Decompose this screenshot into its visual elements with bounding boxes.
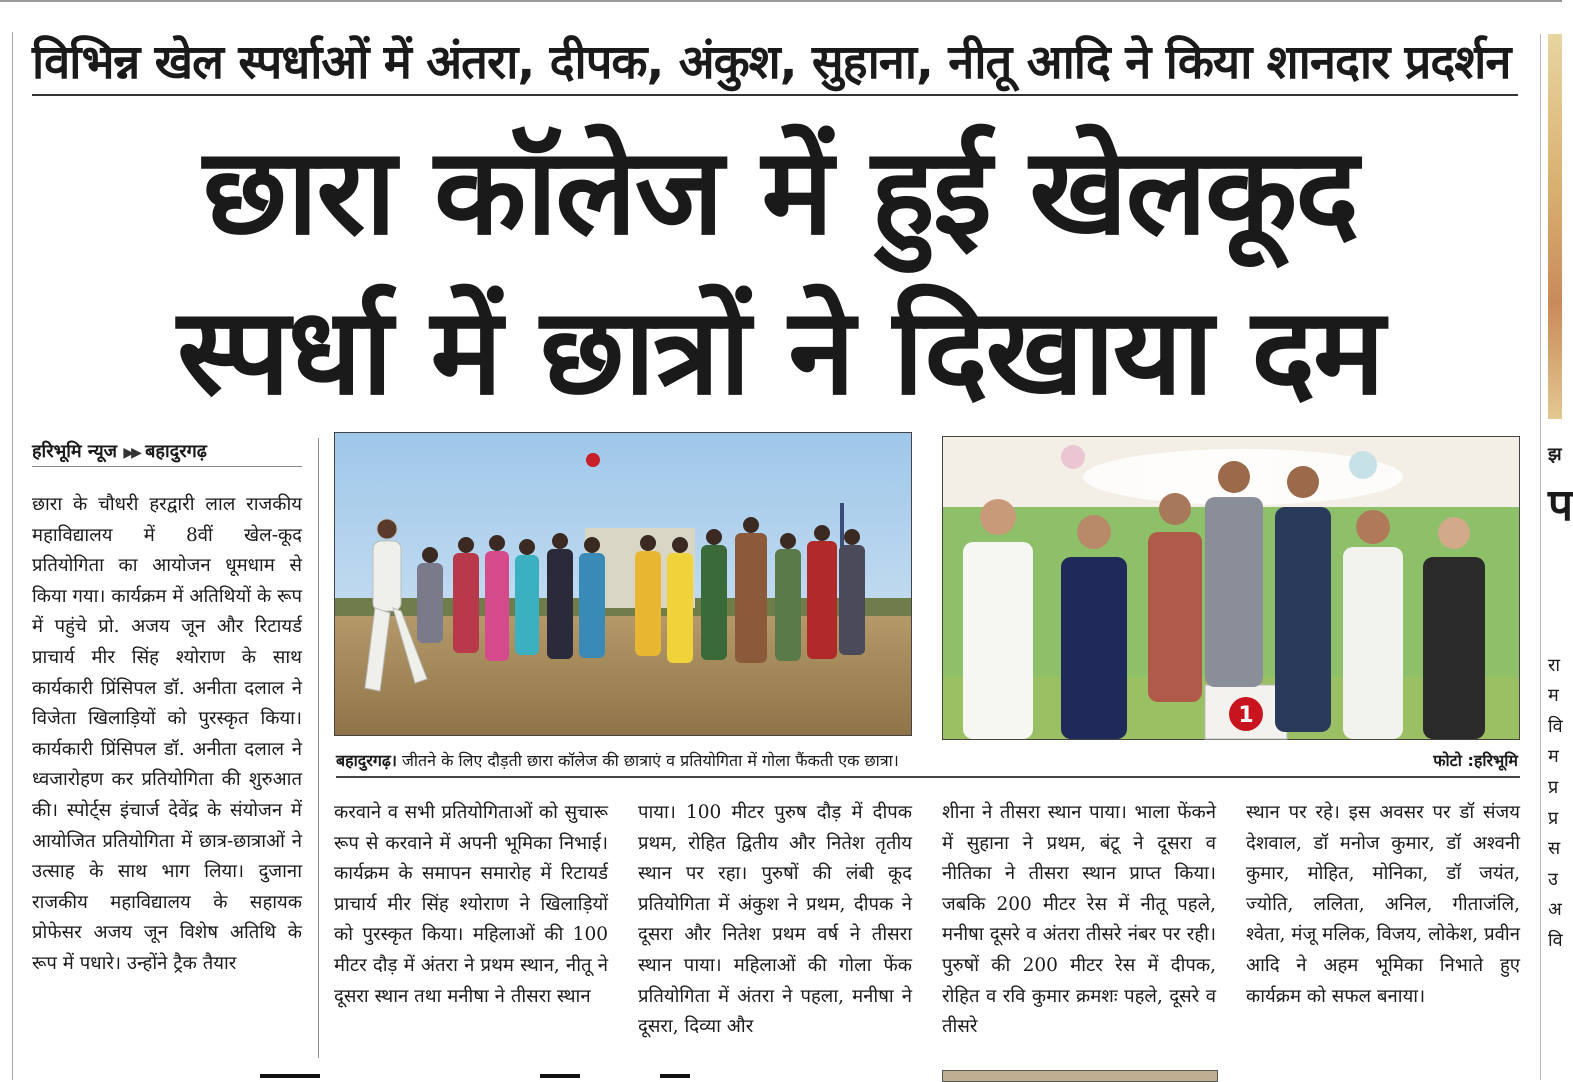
byline-arrows-icon: ▶▶ bbox=[123, 445, 139, 461]
next-story-headline-fragment bbox=[240, 1068, 740, 1080]
article-column-3: पाया। 100 मीटर पुरुष दौड़ में दीपक प्रथम, रोहित द्वितीय और नितेश तृतीय स्थान पर रहा। पुरुषों की लंबी कूद प्रतियोगिता में अंकुश ने प्रथम, दीपक ने दूसरा और नितेश प्रथम वर्ष ने तीसरा स्थान पाया। महिलाओं की गोला फेंक प्रतियोगिता में अंतरा ने पहला, मनीषा ने दूसरा, दिव्या और bbox=[638, 802, 912, 1038]
next-story-photo-edge bbox=[942, 1070, 1218, 1082]
photo-credit: फोटो :हरिभूमि bbox=[1433, 751, 1518, 770]
side-letter: वि bbox=[1548, 929, 1563, 951]
article-column-2: करवाने व सभी प्रतियोगिताओं को सुचारू रूप से करवाने में अपनी भूमिका निभाई। कार्यक्रम के समापन समारोह में रिटायर्ड प्राचार्य मीर सिंह श्योराण ने खिलाड़ियों को पुरस्कृत किया। महिलाओं की 100 मीटर दौड़ में अंतरा ने प्रथम स्थान, नीतू ने दूसरा स्थान तथा मनीषा ने तीसरा स्थान bbox=[334, 802, 608, 1007]
byline-source: हरिभूमि न्यूज bbox=[32, 441, 118, 462]
side-letter: स bbox=[1548, 838, 1561, 860]
headline-line-2: स्पर्धा में छात्रों ने दिखाया दम bbox=[177, 283, 1383, 422]
byline bbox=[32, 438, 302, 467]
side-letter: उ bbox=[1548, 868, 1558, 890]
photo-students-running bbox=[334, 432, 912, 736]
kicker-headline: विभिन्न खेल स्पर्धाओं में अंतरा, दीपक, अंकुश, सुहाना, नीतू आदि ने किया शानदार प्रदर्शन bbox=[32, 32, 1518, 96]
photo-podium-winners bbox=[942, 436, 1520, 740]
side-strip-rule bbox=[1540, 34, 1541, 1080]
side-letter: प्र bbox=[1548, 807, 1559, 829]
side-letter: झ bbox=[1548, 444, 1562, 465]
left-margin-rule bbox=[12, 32, 13, 1080]
column-divider bbox=[318, 438, 319, 1058]
side-letter: रा bbox=[1548, 654, 1561, 676]
caption-text: जीतने के लिए दौड़ती छारा कॉलेज की छात्राएं व प्रतियोगिता में गोला फैंकती एक छात्रा। bbox=[396, 751, 899, 770]
photo-caption bbox=[336, 746, 1520, 778]
caption-place: बहादुरगढ़। bbox=[336, 751, 397, 770]
article-column-4: शीना ने तीसरा स्थान पाया। भाला फेंकने में सुहाना ने प्रथम, बंटू ने दूसरा व नीतिका ने तीसरा स्थान प्राप्त किया। जबकि 200 मीटर रेस में नीतू पहले, मनीषा दूसरे व अंतरा तीसरे नंबर पर रही। पुरुषों की 200 मीटर रेस में दीपक, रोहित व रवि कुमार क्रमशः पहले, दूसरे व तीसरे bbox=[942, 802, 1216, 1038]
top-rule bbox=[0, 0, 1562, 2]
side-letter: प्र bbox=[1548, 776, 1559, 798]
side-letter: वि bbox=[1548, 715, 1563, 737]
podium-number: 1 bbox=[1238, 703, 1254, 728]
article-column-1: छारा के चौधरी हरद्वारी लाल राजकीय महाविद्यालय में 8वीं खेल-कूद प्रतियोगिता का आयोजन धूमधाम से किया गया। कार्यक्रम में अतिथियों के रूप में पहुंचे प्रो. अजय जून और रिटायर्ड प्राचार्य मीर सिंह श्योराण के साथ कार्यकारी प्रिंसिपल डॉ. अनीता दलाल ने विजेता खिलाड़ियों को पुरस्कृत किया। कार्यकारी प्रिंसिपल डॉ. अनीता दलाल ने ध्वजारोहण कर प्रतियोगिता की शुरुआत की। स्पोर्ट्स इंचार्ज देवेंद्र के संयोजन में आयोजित प्रतियोगिता में छात्र-छात्राओं ने उत्साह के साथ भाग लिया। दुजाना राजकीय महाविद्यालय के सहायक प्रोफेसर अजय जून विशेष अतिथि के रूप में पधारे। उन्होंने ट्रैक तैयार bbox=[32, 494, 302, 974]
byline-place: बहादुरगढ़ bbox=[145, 441, 207, 462]
headline-line-1: छारा कॉलेज में हुई खेलकूद bbox=[203, 123, 1357, 262]
side-letter: अ bbox=[1548, 899, 1562, 921]
side-letter: म bbox=[1548, 685, 1559, 707]
side-letter: प bbox=[1548, 479, 1573, 531]
side-photo-edge bbox=[1548, 34, 1562, 419]
side-strip-text bbox=[1548, 440, 1573, 1080]
article-column-5: स्थान पर रहे। इस अवसर पर डॉ संजय देशवाल, डॉ मनोज कुमार, डॉ अश्वनी कुमार, मोहित, मोनिका, डॉ जयंत, ज्योति, ललिता, अनिल, गीताजंलि, श्वेता, मंजू मलिक, विजय, लोकेश, प्रवीन आदि ने अहम भूमिका निभाते हुए कार्यक्रम को सफल बनाया। bbox=[1246, 802, 1520, 1007]
side-letter: म bbox=[1548, 746, 1559, 768]
